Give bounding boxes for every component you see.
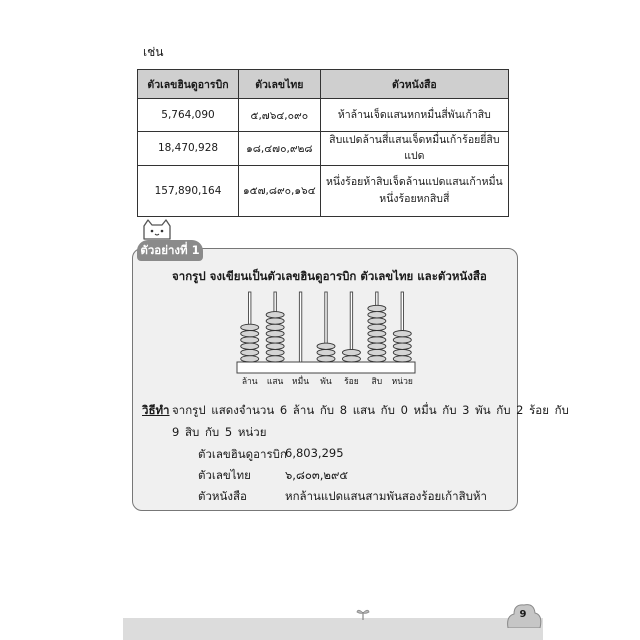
abacus-bead <box>393 356 411 362</box>
abacus-bead <box>368 343 386 349</box>
abacus-bead <box>368 318 386 324</box>
example-tab: ตัวอย่างที่ 1 <box>137 240 203 261</box>
page-number: 9 <box>519 609 527 620</box>
method-text-line2: 9 สิบ กับ 5 หน่วย <box>172 425 267 439</box>
abacus-bead <box>266 331 284 337</box>
example-question: จากรูป จงเขียนเป็นตัวเลขฮินดูอารบิก ตัวเลขไทย และตัวหนังสือ <box>172 269 487 283</box>
abacus-bead <box>393 349 411 355</box>
abacus-bead <box>317 349 335 355</box>
cell-thai: ๑๕๗,๘๙๐,๑๖๔ <box>239 165 321 216</box>
table-row <box>138 132 509 166</box>
answer-label-thai: ตัวเลขไทย <box>198 468 251 482</box>
abacus-bead <box>266 356 284 362</box>
abacus-figure <box>236 290 418 374</box>
sprout-icon <box>355 606 371 620</box>
abacus-column-labels <box>237 374 415 388</box>
table-header-row <box>138 70 509 99</box>
column-label: สิบ <box>371 377 383 387</box>
cell-words-line: หนึ่งร้อยหกสิบสี่ <box>379 192 450 205</box>
cell-words: สิบแปดล้านสี่แสนเจ็ดหมื่นเก้าร้อยยี่สิบแปด <box>320 132 508 166</box>
abacus-bead <box>342 356 360 362</box>
answer-label-arabic: ตัวเลขฮินดูอารบิก <box>198 447 287 461</box>
abacus-bead <box>368 349 386 355</box>
table-row <box>138 99 509 132</box>
answer-value-thai: ๖,๘๐๓,๒๙๕ <box>285 468 349 482</box>
abacus-bead <box>266 343 284 349</box>
abacus-bead <box>317 356 335 362</box>
abacus-bead <box>266 337 284 343</box>
abacus-bead <box>368 337 386 343</box>
abacus-bead <box>393 331 411 337</box>
abacus-bead <box>368 331 386 337</box>
cell-words: ห้าล้านเจ็ดแสนหกหมื่นสี่พันเก้าสิบ <box>320 99 508 132</box>
abacus-bead <box>393 343 411 349</box>
abacus-bead <box>241 331 259 337</box>
abacus-bead <box>342 349 360 355</box>
intro-text: เช่น <box>143 45 164 59</box>
abacus-bead <box>241 324 259 330</box>
number-table <box>137 69 509 217</box>
cell-arabic: 18,470,928 <box>138 132 239 166</box>
method-text-line1: จากรูป แสดงจำนวน 6 ล้าน กับ 8 แสน กับ 0 หมื่น กับ 3 พัน กับ 2 ร้อย กับ <box>172 403 569 417</box>
abacus-bead <box>241 356 259 362</box>
abacus-bead <box>266 349 284 355</box>
column-label: ร้อย <box>344 377 359 387</box>
header-words: ตัวหนังสือ <box>320 70 508 99</box>
abacus-bead <box>393 337 411 343</box>
abacus-bead <box>266 318 284 324</box>
abacus-bead <box>241 349 259 355</box>
column-label: ล้าน <box>241 377 258 387</box>
header-arabic: ตัวเลขฮินดูอารบิก <box>138 70 239 99</box>
method-label: วิธีทำ <box>142 403 170 417</box>
abacus-bead <box>317 343 335 349</box>
answer-value-words: หกล้านแปดแสนสามพันสองร้อยเก้าสิบห้า <box>285 489 487 503</box>
cell-thai: ๑๘,๔๗๐,๙๒๘ <box>239 132 321 166</box>
abacus-bead <box>368 305 386 311</box>
table-row <box>138 165 509 216</box>
cell-arabic: 157,890,164 <box>138 165 239 216</box>
column-label: แสน <box>266 377 284 387</box>
abacus-bead <box>266 312 284 318</box>
ground-strip <box>123 618 543 640</box>
abacus-bead <box>266 324 284 330</box>
answer-value-arabic: 6,803,295 <box>285 446 344 460</box>
cell-arabic: 5,764,090 <box>138 99 239 132</box>
cell-thai: ๕,๗๖๔,๐๙๐ <box>239 99 321 132</box>
abacus-bead <box>368 356 386 362</box>
column-label: หมื่น <box>292 377 310 387</box>
answer-label-words: ตัวหนังสือ <box>198 489 247 503</box>
column-label: พัน <box>320 377 332 387</box>
header-thai: ตัวเลขไทย <box>239 70 321 99</box>
abacus-rod <box>299 292 301 362</box>
abacus-bead <box>368 324 386 330</box>
cell-words-line: หนึ่งร้อยห้าสิบเจ็ดล้านแปดแสนเก้าหมื่น <box>325 176 503 189</box>
abacus-bead <box>368 312 386 318</box>
abacus-bead <box>241 337 259 343</box>
abacus-bead <box>241 343 259 349</box>
column-label: หน่วย <box>391 377 413 387</box>
cell-words <box>320 165 508 216</box>
